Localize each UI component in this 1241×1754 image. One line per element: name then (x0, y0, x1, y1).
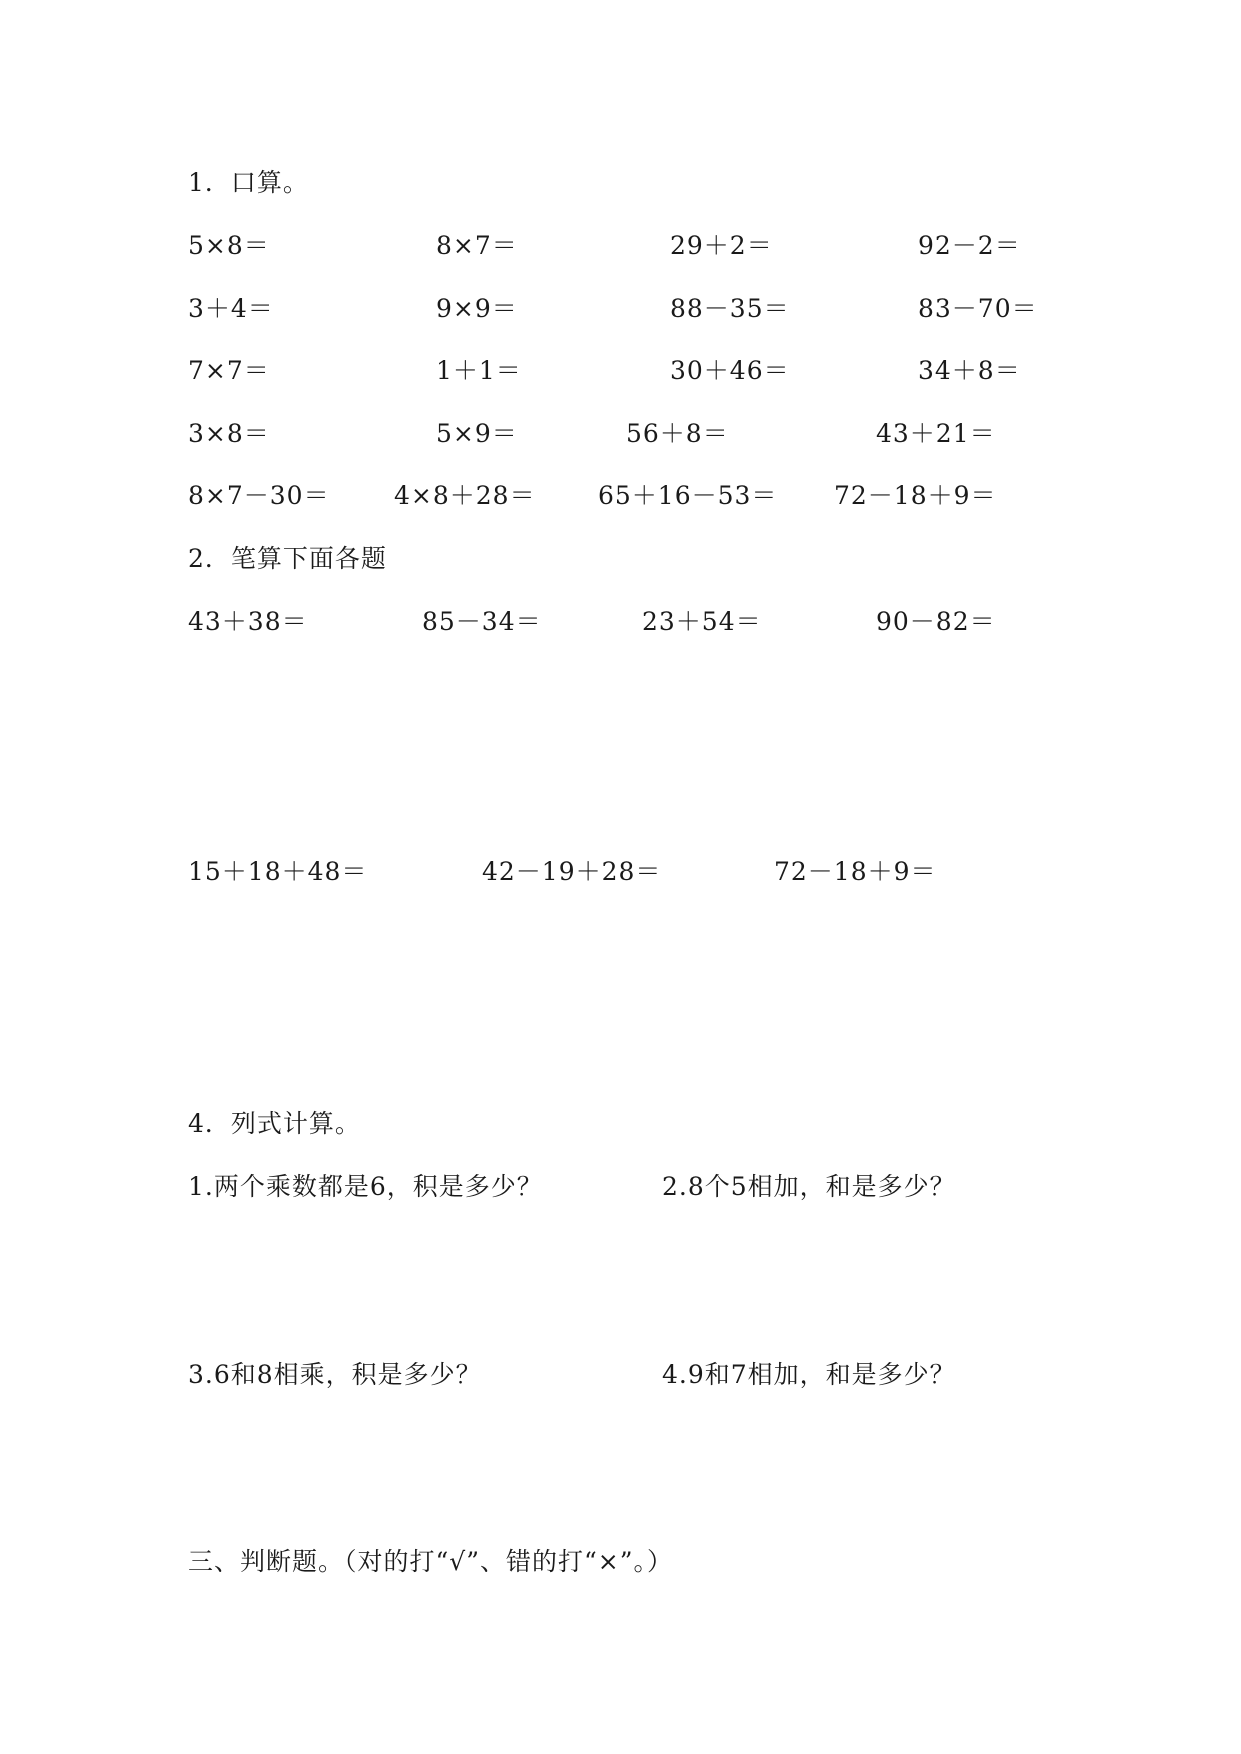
written-problem: 42－19＋28＝ (482, 857, 662, 886)
word-problem: 3.6和8相乘，积是多少？ (188, 1360, 482, 1389)
oral-problem: 9×9＝ (436, 294, 518, 323)
oral-problem: 56＋8＝ (626, 419, 729, 448)
oral-problem: 7×7＝ (188, 356, 270, 385)
oral-problem: 83－70＝ (918, 294, 1038, 323)
oral-problem: 88－35＝ (670, 294, 790, 323)
oral-problem: 8×7＝ (436, 231, 518, 260)
oral-problem: 3×8＝ (188, 419, 270, 448)
word-problem: 4.9和7相加，和是多少？ (662, 1360, 956, 1389)
written-problem: 23＋54＝ (642, 607, 762, 636)
written-problem: 43＋38＝ (188, 607, 308, 636)
written-problem: 72－18＋9＝ (774, 857, 937, 886)
section1-heading: 1．口算。 (188, 168, 309, 197)
section4-heading: 4．列式计算。 (188, 1109, 361, 1138)
oral-problem: 29＋2＝ (670, 231, 773, 260)
word-problem: 1.两个乘数都是6，积是多少？ (188, 1172, 543, 1201)
oral-problem: 65＋16－53＝ (598, 481, 778, 510)
oral-problem: 72－18＋9＝ (834, 481, 997, 510)
oral-problem: 34＋8＝ (918, 356, 1021, 385)
oral-problem: 1＋1＝ (436, 356, 522, 385)
oral-problem: 4×8＋28＝ (394, 481, 536, 510)
oral-problem: 43＋21＝ (876, 419, 996, 448)
section3-heading: 三、判断题。（对的打“√”、错的打“×”。） (188, 1547, 674, 1576)
written-problem: 90－82＝ (876, 607, 996, 636)
oral-problem: 8×7－30＝ (188, 481, 330, 510)
oral-problem: 5×9＝ (436, 419, 518, 448)
oral-problem: 5×8＝ (188, 231, 270, 260)
word-problem: 2.8个5相加，和是多少？ (662, 1172, 956, 1201)
written-problem: 85－34＝ (422, 607, 542, 636)
oral-problem: 92－2＝ (918, 231, 1021, 260)
written-problem: 15＋18＋48＝ (188, 857, 368, 886)
section2-heading: 2．笔算下面各题 (188, 544, 387, 573)
oral-problem: 30＋46＝ (670, 356, 790, 385)
oral-problem: 3＋4＝ (188, 294, 274, 323)
